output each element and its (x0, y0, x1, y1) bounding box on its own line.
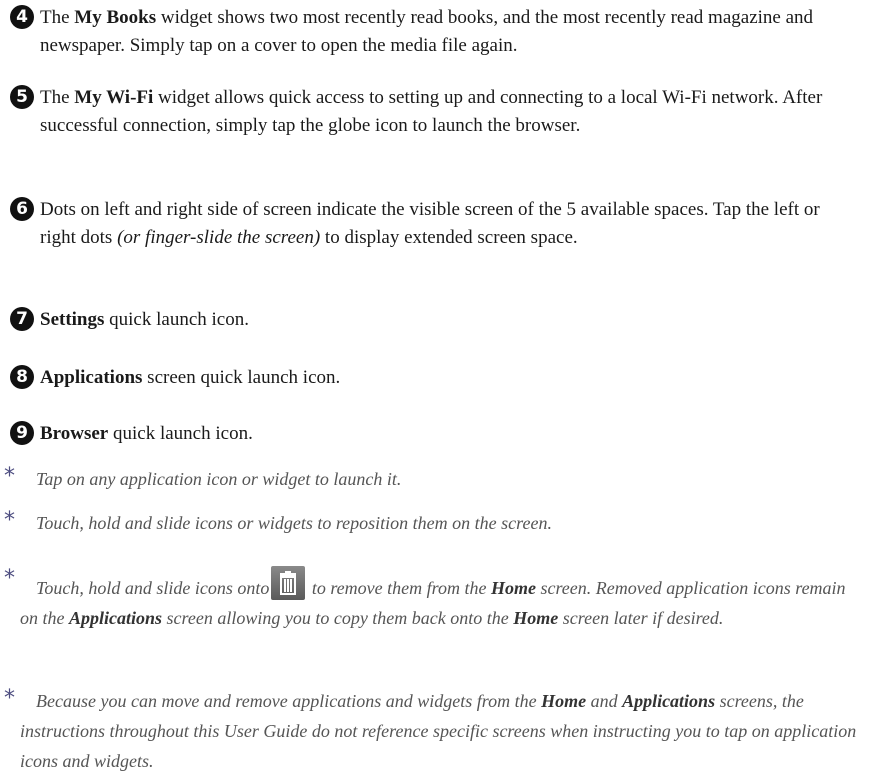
star-bullet-icon: * (4, 566, 15, 591)
list-item-9 (10, 420, 860, 448)
note-3-text: Touch, hold and slide icons onto to remove them from the Home screen. Removed application icons remain on the Applications screen allowing you to copy them back onto the Home screen later if desired. (4, 566, 864, 633)
item-4-text: The My Books widget shows two most recently read books, and the most recently read magazine and newspaper. Simply tap on a cover to open the media file again. (40, 7, 814, 56)
star-bullet-icon: * (4, 464, 15, 489)
note-2-text: Touch, hold and slide icons or widgets to reposition them on the screen. (36, 513, 552, 533)
list-item-7 (10, 306, 860, 334)
browser-label: Browser (40, 423, 109, 444)
number-badge-6: 6 (10, 197, 34, 221)
number-badge-9: 9 (10, 421, 34, 445)
my-books-label: My Books (74, 7, 157, 28)
finger-slide-note: (or finger-slide the screen) (117, 227, 321, 248)
my-wifi-label: My Wi-Fi (74, 87, 154, 108)
note-3 (4, 566, 864, 633)
number-badge-7: 7 (10, 307, 34, 331)
note-1 (4, 464, 864, 494)
applications-label: Applications (40, 367, 143, 388)
trash-icon (271, 566, 305, 600)
item-5-text: The My Wi-Fi widget allows quick access to setting up and connecting to a local Wi-Fi network. After successful connection, simply tap the globe icon to launch the browser. (40, 87, 823, 136)
list-item-4 (10, 4, 860, 60)
note-4-text: Because you can move and remove applications and widgets from the Home and Applications screens, the instructions throughout this User Guide do not reference specific screens when instructing you to tap on application icons and widgets. (20, 691, 857, 771)
star-bullet-icon: * (4, 686, 15, 711)
item-6-text: Dots on left and right side of screen indicate the visible screen of the 5 available spaces. Tap the left or right dots (or finger-slide the screen) to display extended screen space. (40, 199, 820, 248)
note-4 (4, 686, 864, 776)
star-bullet-icon: * (4, 508, 15, 533)
number-badge-4: 4 (10, 5, 34, 29)
item-9-text: Browser quick launch icon. (40, 423, 253, 444)
note-2 (4, 508, 864, 538)
list-item-8 (10, 364, 860, 392)
number-badge-8: 8 (10, 365, 34, 389)
item-7-text: Settings quick launch icon. (40, 309, 249, 330)
item-8-text: Applications screen quick launch icon. (40, 367, 341, 388)
list-item-6 (10, 196, 860, 252)
list-item-5 (10, 84, 860, 140)
settings-label: Settings (40, 309, 105, 330)
number-badge-5: 5 (10, 85, 34, 109)
note-1-text: Tap on any application icon or widget to launch it. (36, 469, 402, 489)
